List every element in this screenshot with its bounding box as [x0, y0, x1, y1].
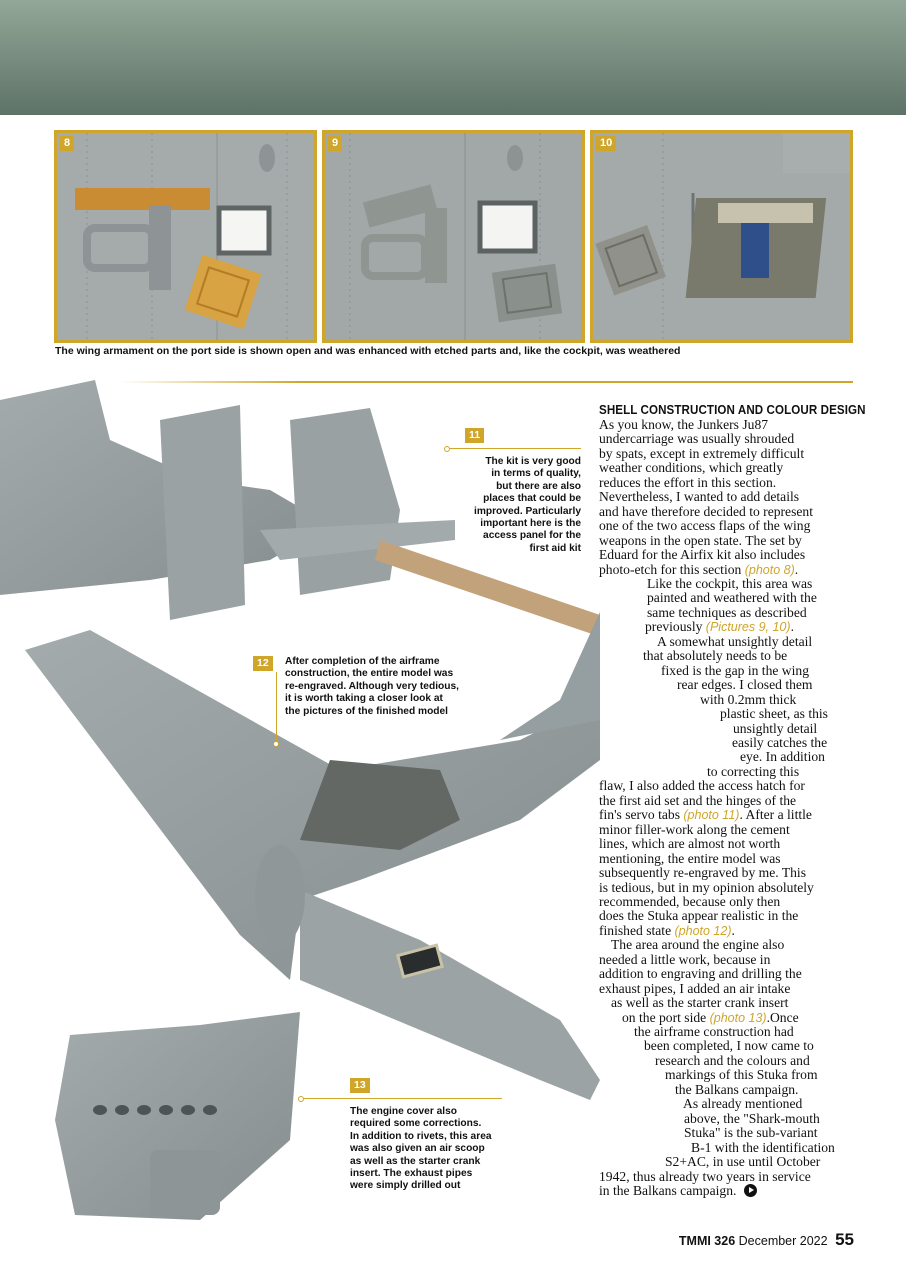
- continue-arrow-icon: [744, 1184, 757, 1197]
- article-line: Like the cockpit, this area was: [647, 575, 813, 591]
- article-heading: SHELL CONSTRUCTION AND COLOUR DESIGN: [599, 403, 866, 417]
- photo-8-image: [57, 133, 314, 340]
- callout-12-dot: [273, 741, 279, 747]
- callout-11-leader: [450, 448, 581, 449]
- article-line: the first aid set and the hinges of the: [599, 792, 797, 808]
- article-line: As you know, the Junkers Ju87: [599, 417, 769, 432]
- article-line: eye. In addition: [740, 749, 825, 765]
- article-line: to correcting this: [707, 763, 800, 779]
- article-line: previously (Pictures 9, 10).: [645, 619, 794, 635]
- article-line: lines, which are almost not worth: [599, 836, 781, 852]
- callout-13-leader: [304, 1098, 502, 1099]
- article-line: Stuka" is the sub-variant: [684, 1125, 818, 1141]
- article-line: unsightly detail: [733, 720, 818, 736]
- article-line: photo-etch for this section (photo 8).: [599, 561, 799, 577]
- header-band: [0, 0, 906, 115]
- article-line: B-1 with the identification: [691, 1139, 835, 1155]
- photo-ref: (photo 11): [683, 808, 740, 823]
- photo-badge: 9: [328, 136, 342, 151]
- article-line: A somewhat unsightly detail: [657, 633, 813, 649]
- article-line: weapons in the open state. The set by: [599, 532, 802, 548]
- callout-12-badge: 12: [253, 656, 273, 671]
- photo-ref: (photo 13): [709, 1010, 767, 1025]
- article-line: exhaust pipes, I added an air intake: [599, 980, 791, 996]
- article-line: on the port side (photo 13).Once: [622, 1009, 799, 1025]
- article-line: does the Stuka appear realistic in the: [599, 908, 799, 924]
- issue-date: December 2022: [738, 1234, 828, 1248]
- article-line: in the Balkans campaign.: [599, 1184, 861, 1198]
- photo-10-image: [593, 133, 850, 340]
- article-line: fixed is the gap in the wing: [661, 662, 809, 678]
- photo-ref: (photo 12): [674, 923, 732, 938]
- photo-8: [54, 130, 317, 343]
- page-number: 55: [835, 1230, 854, 1249]
- article-line: recommended, because only then: [599, 893, 781, 909]
- article-body: [599, 403, 866, 1199]
- article-line: The area around the engine also: [611, 937, 785, 953]
- article-line: 1942, thus already two years in service: [599, 1168, 811, 1184]
- article-line: mentioning, the entire model was: [599, 850, 781, 866]
- article-line: plastic sheet, as this: [720, 706, 828, 722]
- photo-ref: (photo 8): [744, 562, 795, 577]
- article-line: markings of this Stuka from: [665, 1067, 818, 1083]
- article-line: needed a little work, because in: [599, 951, 771, 967]
- callout-13-badge: 13: [350, 1078, 370, 1093]
- article-line: painted and weathered with the: [647, 590, 817, 606]
- article-line: been completed, I now came to: [644, 1038, 814, 1054]
- photo-9: [322, 130, 585, 343]
- article-line: as well as the starter crank insert: [611, 995, 789, 1011]
- photo-caption: The wing armament on the port side is shown open and was enhanced with etched parts and, like the cockpit, was weathered: [55, 345, 681, 357]
- article-line: subsequently re-engraved by me. This: [599, 865, 806, 881]
- article-line: Nevertheless, I wanted to add details: [599, 489, 800, 505]
- article-line: weather conditions, which greatly: [599, 460, 784, 476]
- article-line: undercarriage was usually shrouded: [599, 431, 795, 447]
- article-line: by spats, except in extremely difficult: [599, 445, 805, 461]
- article-line: the Balkans campaign.: [675, 1081, 799, 1097]
- photo-badge: 10: [596, 136, 616, 151]
- callout-13-dot: [298, 1096, 304, 1102]
- magazine-issue: TMMI 326: [678, 1234, 736, 1248]
- article-line: addition to engraving and drilling the: [599, 966, 802, 982]
- photo-ref: (Pictures 9, 10): [705, 620, 791, 635]
- article-line: minor filler-work along the cement: [599, 821, 790, 837]
- article-line: S2+AC, in use until October: [665, 1154, 821, 1170]
- article-line: is tedious, but in my opinion absolutely: [599, 879, 814, 895]
- article-line: finished state (photo 12).: [599, 922, 735, 938]
- article-line: easily catches the: [732, 734, 828, 750]
- callout-12-leader: [276, 672, 277, 742]
- article-line: one of the two access flaps of the wing: [599, 518, 811, 534]
- article-line: reduces the effort in this section.: [599, 474, 777, 490]
- article-line: flaw, I also added the access hatch for: [599, 778, 805, 794]
- page-footer: [679, 1230, 854, 1250]
- article-line: As already mentioned: [683, 1096, 803, 1112]
- article-line: the airframe construction had: [634, 1024, 794, 1040]
- article-line: research and the colours and: [655, 1052, 810, 1068]
- callout-13-text: The engine cover also required some corrections. In addition to rivets, this area was also given an air scoop as well as the starter crank insert. The exhaust pipes were simply drilled out: [350, 1106, 492, 1192]
- photo-9-image: [325, 133, 582, 340]
- callout-11-badge: 11: [465, 428, 484, 443]
- photo-10: [590, 130, 853, 343]
- article-line: and have therefore decided to represent: [599, 503, 813, 519]
- callout-11-dot: [444, 446, 450, 452]
- article-line: above, the "Shark-mouth: [684, 1110, 820, 1126]
- article-line: Eduard for the Airfix kit also includes: [599, 547, 806, 563]
- callout-11-text: The kit is very good in terms of quality, but there are also places that could be improved. Particularly important here is the access panel for the first aid kit: [473, 456, 581, 554]
- article-line: that absolutely needs to be: [643, 648, 788, 664]
- callout-12-text: After completion of the airframe construction, the entire model was re-engraved. Although very tedious, it is worth taking a closer look at the pictures of the finished model: [285, 656, 459, 717]
- article-line: same techniques as described: [647, 604, 807, 620]
- article-line: rear edges. I closed them: [677, 677, 813, 693]
- article-line: fin's servo tabs (photo 11). After a little: [599, 807, 812, 823]
- article-line: with 0.2mm thick: [700, 691, 797, 707]
- photo-badge: 8: [60, 136, 74, 151]
